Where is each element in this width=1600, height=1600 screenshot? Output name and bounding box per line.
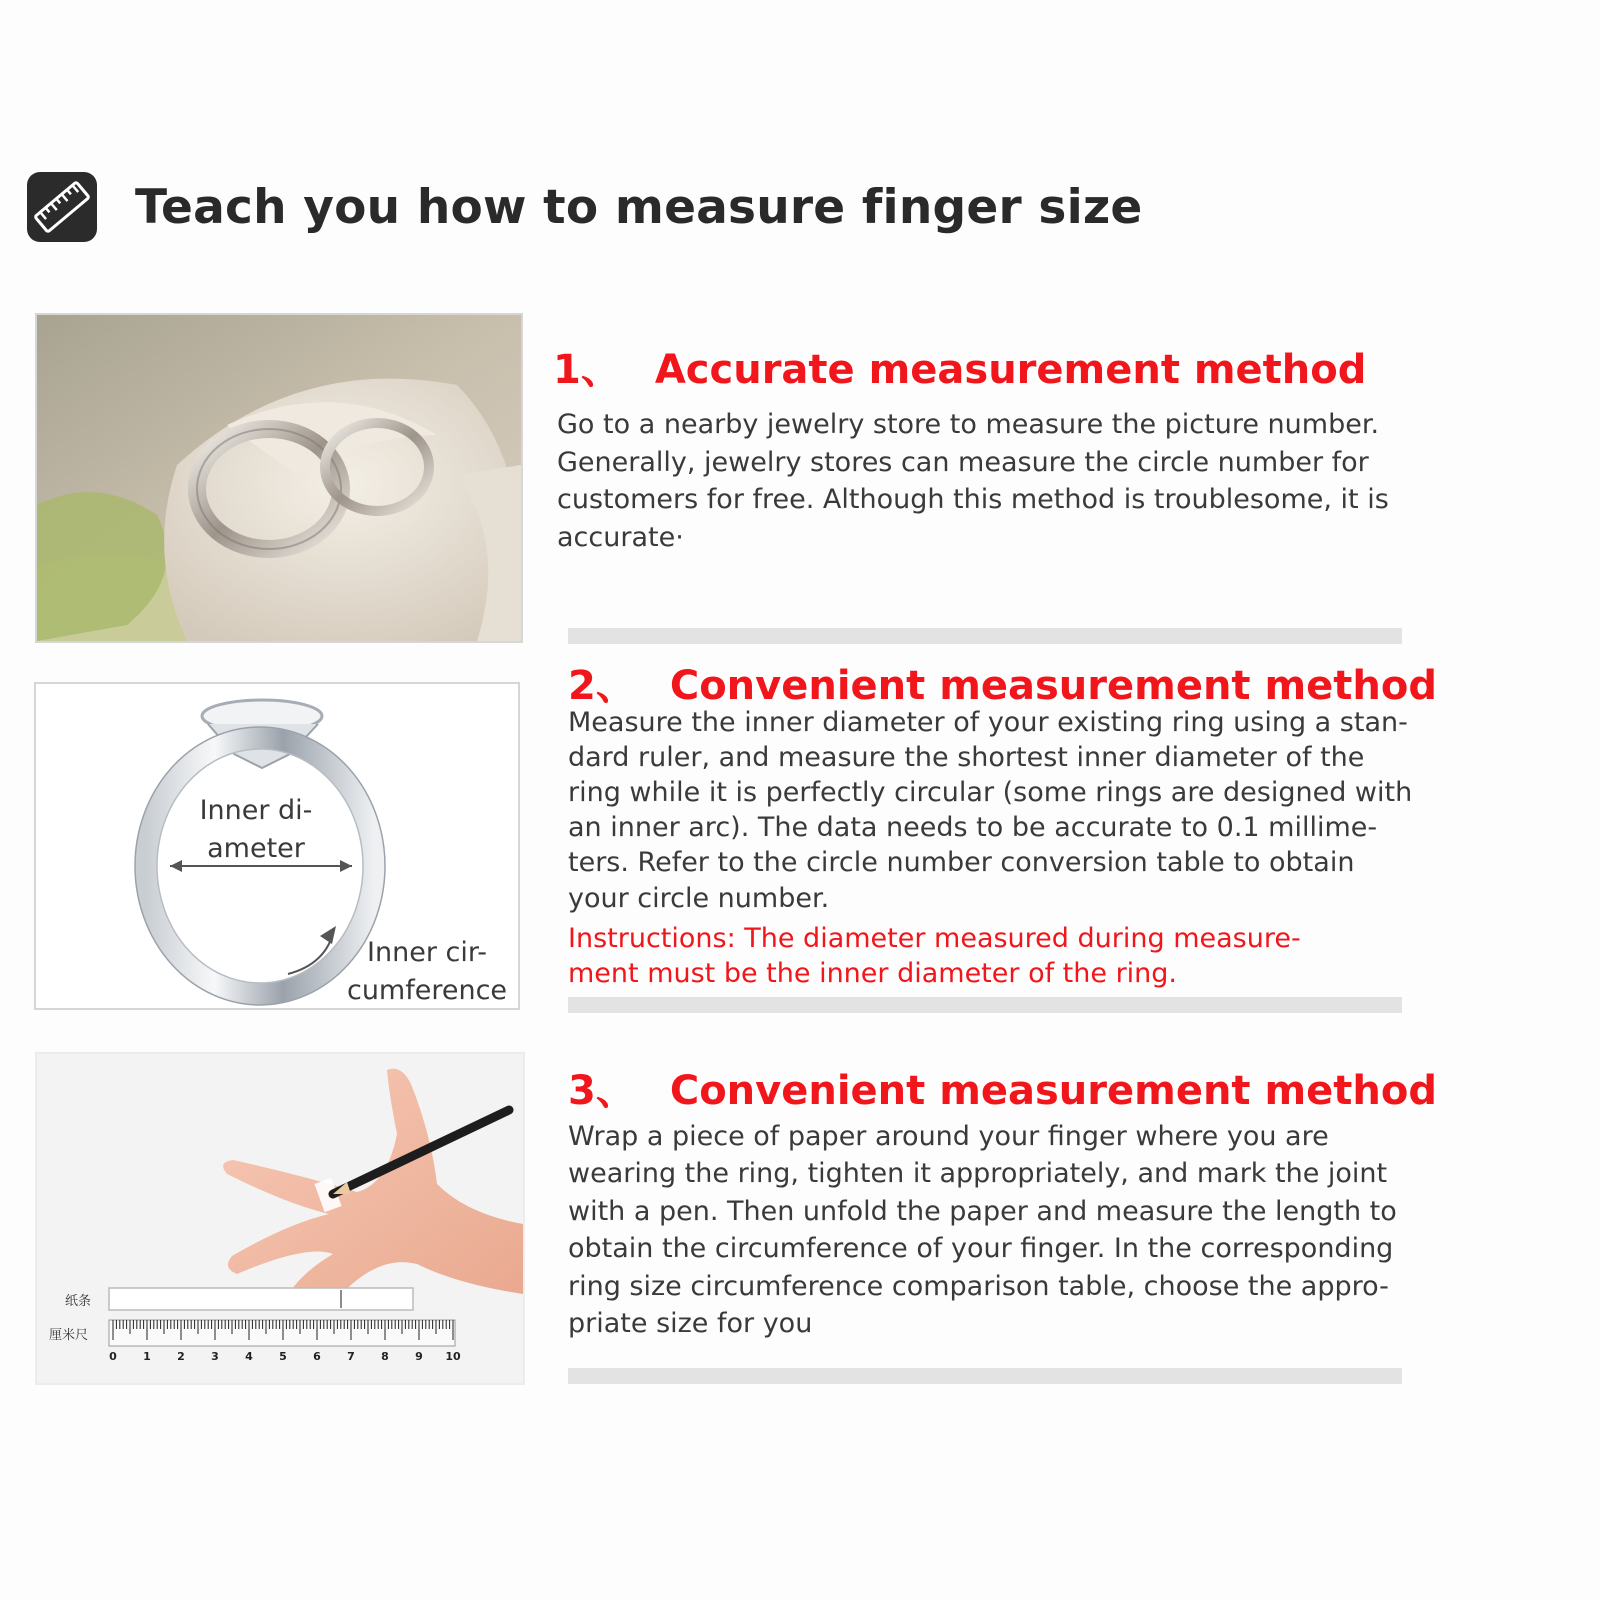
ring-diagram (34, 682, 520, 1010)
paper-strip-label: 纸条 (65, 1294, 92, 1309)
ruler-number: 7 (347, 1350, 355, 1363)
section-3-line: ring size circumference comparison table, choose the appro- (568, 1271, 1389, 1302)
section-divider (568, 628, 1402, 644)
section-1-line: customers for free. Although this method is troublesome, it is (557, 484, 1389, 515)
section-2-line: your circle number. (568, 883, 830, 914)
ruler-number: 0 (109, 1350, 117, 1363)
section-2-title-text: Convenient measurement method (669, 663, 1437, 709)
inner-circumference-line: cumference (346, 975, 508, 1006)
ruler-icon (27, 172, 97, 242)
ruler-number: 3 (211, 1350, 219, 1363)
section-3-line: Wrap a piece of paper around your finger where you are (568, 1121, 1329, 1152)
inner-circumference-line: Inner cir- (367, 937, 487, 968)
rings-on-rose-photo (35, 313, 523, 643)
section-3-title-text: Convenient measurement method (669, 1068, 1437, 1114)
section-1-line: Generally, jewelry stores can measure the circle number for (557, 447, 1369, 478)
section-2-title (568, 654, 1437, 711)
section-3-line: obtain the circumference of your finger. In the corresponding (568, 1233, 1394, 1264)
ruler-label: 厘米尺 (49, 1328, 89, 1343)
ruler-number: 6 (313, 1350, 321, 1363)
inner-diameter-line: Inner di- (199, 795, 313, 826)
section-3-line: with a pen. Then unfold the paper and measure the length to (568, 1196, 1397, 1227)
page-title: Teach you how to measure finger size (135, 180, 1143, 235)
section-1-title (553, 338, 1366, 395)
section-3-number: 3、 (568, 1068, 636, 1114)
ruler-number: 10 (445, 1350, 461, 1363)
section-divider (568, 1368, 1402, 1384)
section-2-line: Measure the inner diameter of your existing ring using a stan- (568, 707, 1408, 738)
hand-paper-ruler-photo (35, 1052, 525, 1385)
section-1-line: accurate· (557, 522, 684, 553)
section-2-line: ters. Refer to the circle number conversion table to obtain (568, 847, 1355, 878)
section-3-title (568, 1059, 1437, 1116)
section-2-line: dard ruler, and measure the shortest inner diameter of the (568, 742, 1365, 773)
section-2-note-line: Instructions: The diameter measured during measure- (568, 923, 1301, 954)
section-2-note-line: ment must be the inner diameter of the ring. (568, 958, 1178, 989)
section-1-line: Go to a nearby jewelry store to measure the picture number. (557, 409, 1380, 440)
section-3-line: priate size for you (568, 1308, 813, 1339)
section-1-title-text: Accurate measurement method (654, 347, 1367, 393)
section-1-number: 1、 (553, 347, 621, 393)
section-2-line: an inner arc). The data needs to be accurate to 0.1 millime- (568, 812, 1378, 843)
ruler-numbers (37, 1350, 523, 1370)
section-2-line: ring while it is perfectly circular (some rings are designed with (568, 777, 1413, 808)
ruler-number: 4 (245, 1350, 253, 1363)
section-3-line: wearing the ring, tighten it appropriately, and mark the joint (568, 1158, 1388, 1189)
ruler-number: 2 (177, 1350, 185, 1363)
ruler-number: 5 (279, 1350, 287, 1363)
section-divider (568, 997, 1402, 1013)
ruler-number: 1 (143, 1350, 151, 1363)
section-2-number: 2、 (568, 663, 636, 709)
inner-diameter-line: ameter (207, 833, 305, 864)
inner-diameter-label (186, 792, 326, 868)
ruler-number: 9 (415, 1350, 423, 1363)
inner-circumference-label (342, 934, 512, 1010)
ruler-number: 8 (381, 1350, 389, 1363)
